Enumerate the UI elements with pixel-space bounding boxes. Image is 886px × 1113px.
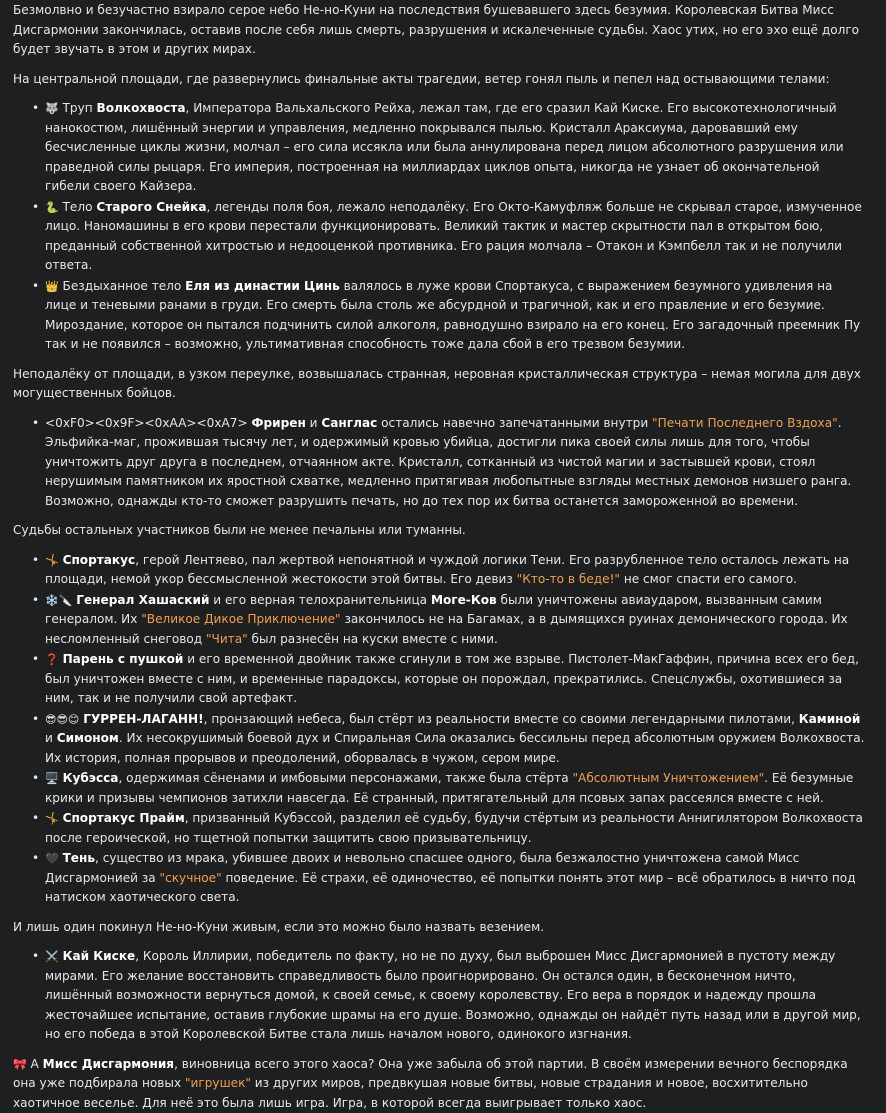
list-alley [13,414,866,512]
list-item-shadow: • 🖤 Тень, существо из мрака, убившее двоих и невольно спасшее одного, была безжалостно уничтожена самой Мисс Дисгармонией за "скучное" поведение. Её страхи, её одиночество, её попытки понять этот мир – всё обратилось в ничто под натиском хаотического света. [45,849,866,908]
list-item-frieren: • <0xF0><0x9F><0xAA><0xA7> Фрирен и Санглас остались навечно запечатанными внутри "Печати Последнего Вздоха". Эльфийка-маг, прожившая тысячу лет, и одержимый кровью убийца, достигли пика своей силы лишь для того, чтобы уничтожить друг друга в последнем, отчаянном акте. Кристалл, сотканный из чистой магии и застывшей крови, стоял нерушимым памятником их яростной схватке, медленно притягивая любопытные взгляды местных демонов низшего ранга. Возможно, однажды кто-то сможет разрушить печать, но до тех пор их битва останется замороженной во времени. [45,414,866,512]
name-miss-disharmony: Мисс Дисгармония [43,1057,174,1071]
quote-seal: "Печати Последнего Вздоха" [652,416,838,430]
list-item-ky-kiske: • ⚔️ Кай Киске, Король Иллирии, победитель по факту, но не по духу, был выброшен Мисс Дисгармонией в пустоту между мирами. Его желание восстановить справедливость было проигнорировано. Он остался один, в бесконечном ничто, лишённый возможности вернуться домой, к своей семье, к своему королевству. Его вера в порядок и надежду прошла жесточайшее испытание, оставив глубокие шрамы на его душе. Возможно, однажды он найдёт путь назад или в другой мир, но его победа в этой Королевской Битве стала лишь началом нового, одинокого изгнания. [45,947,866,1045]
list-item-general: • ❄️🔪 Генерал Хашаский и его верная телохранительница Моге-Ков были уничтожены авиаударом, вызванным самим генералом. Их "Великое Дикое Приключение" закончилось не на Багамах, а в дымящихся руинах демонического города. Их несломленный снеговод "Чита" был разнесён на куски вместе с ними. [45,591,866,650]
monitor-emoji-icon: 🖥️ [45,772,59,785]
crown-emoji-icon: 👑 [45,280,59,293]
name-shadow: Тень [63,851,95,865]
paragraph-fates: Судьбы остальных участников были не менее печальны или туманны. [13,521,866,541]
list-square [13,99,866,355]
quote-chita: "Чита" [206,632,248,646]
swords-emoji-icon: ⚔️ [45,950,59,963]
quote-toys: "игрушек" [185,1076,251,1090]
acrobat-emoji-icon: 🤸 [45,554,59,567]
name-sportacus-prime: Спортакус Прайм [63,811,185,825]
faces-emoji-icon: 😎😎😊 [45,713,79,726]
quote-adventure: "Великое Дикое Приключение" [141,612,340,626]
list-item-gun-guy: • ❓ Парень с пушкой и его временной двойник также сгинули в том же взрыве. Пистолет-МакГаффин, причина всех его бед, был уничтожен вместе с ним, и временные парадоксы, которые он порождал, прекратились. Спецслужбы, охотившиеся за ним, так и не получили свой артефакт. [45,650,866,709]
name-moge-kov: Моге-Ков [431,593,497,607]
list-survivor [13,947,866,1045]
black-heart-emoji-icon: 🖤 [45,852,59,865]
list-item-gurren: • 😎😎😊 ГУРРЕН-ЛАГАНН!, пронзающий небеса, был стёрт из реальности вместе со своими легендарными пилотами, Каминой и Симоном. Их несокрушимый боевой дух и Спиральная Сила оказались бессильны перед абсолютным оружием Волкохвоста. Их история, полная прорывов и преодолений, оборвалась в чужом, сером мире. [45,710,866,769]
snake-emoji-icon: 🐍 [45,201,59,214]
quote-annihilation: "Абсолютным Уничтожением" [572,771,764,785]
name-wolftail: Волкохвоста [97,101,186,115]
name-snake: Старого Снейка [96,200,206,214]
paragraph-survivor: И лишь один покинул Не-но-Куни живым, если это можно было назвать везением. [13,918,866,938]
name-sportacus: Спортакус [63,553,136,567]
paragraph-alley: Неподалёку от площади, в узком переулке, возвышалась странная, неровная кристаллическая структура – немая могила для двух могущественных бойцов. [13,365,866,404]
name-general: Генерал Хашаский [76,593,209,607]
name-kubessa: Кубэсса [63,771,119,785]
raw-byte-code: <0xF0><0x9F><0xAA><0xA7> [45,416,248,430]
list-item-qin: • 👑 Бездыханное тело Еля из династии Цинь валялось в луже крови Спортакуса, с выражением безумного удивления на лице и теневыми ранами в груди. Его смерть была столь же абсурдной и трагичной, как и его правление и его безумие. Мироздание, которое он пытался подчинить силой алкоголя, равнодушно взирало на его конец. Его загадочный преемник Пу так и не появился – возможно, ультимативная способность тоже дала сбой в его трезвом безумии. [45,277,866,355]
list-item-kubessa: • 🖥️ Кубэсса, одержимая сёненами и имбовыми персонажами, также была стёрта "Абсолютным Уничтожением". Её безумные крики и призывы чемпионов затихли навсегда. Её странный, притягательный для псовых запах рассеялся вместе с ней. [45,769,866,808]
name-gurren: ГУРРЕН-ЛАГАНН! [83,712,203,726]
ribbon-emoji-icon: 🎀 [13,1058,27,1071]
list-item-sportacus: • 🤸 Спортакус, герой Лентяево, пал жертвой непонятной и чуждой логики Тени. Его разрубленное тело осталось лежать на площади, немой укор бессмысленной жестокости этой битвы. Его девиз "Кто-то в беде!" не смог спасти его самого. [45,551,866,590]
name-ky-kiske: Кай Киске [63,949,136,963]
snowflake-knife-emoji-icon: ❄️🔪 [45,594,72,607]
story-document [0,1,866,1113]
acrobat-emoji-icon: 🤸 [45,812,59,825]
name-gun-guy: Парень с пушкой [63,652,184,666]
paragraph-final: 🎀 А Мисс Дисгармония, виновница всего этого хаоса? Она уже забыла об этой партии. В своём измерении вечного беспорядка она уже подбирала новых "игрушек" из других миров, предвкушая новые битвы, новые страдания и новое, восхитительно хаотичное веселье. Для неё это была лишь игра. Игра, в которой всегда выигрывает только хаос. [13,1055,866,1113]
paragraph-square: На центральной площади, где развернулись финальные акты трагедии, ветер гонял пыль и пепел над остывающими телами: [13,70,866,90]
list-item-wolftail: • 🐺 Труп Волкохвоста, Императора Вальхальского Рейха, лежал там, где его сразил Кай Киске. Его высокотехнологичный нанокостюм, лишённый энергии и управления, медленно покрывался пылью. Кристалл Араксиума, даровавший ему бесчисленные циклы жизни, молчал – его сила иссякла или была аннулирована перед лицом абсолютного разрушения или праведной силы рыцаря. Его империя, построенная на миллиардах циклов опыта, никогда не узнает об окончательной гибели своего Кайзера. [45,99,866,197]
name-qin: Еля из династии Цинь [185,279,340,293]
list-item-snake: • 🐍 Тело Старого Снейка, легенды поля боя, лежало неподалёку. Его Окто-Камуфляж больше не скрывал старое, измученное лицо. Наномашины в его крови перестали функционировать. Великий тактик и мастер скрытности пал в открытом бою, преданный собственной хитростью и недооценкой противника. Его рация молчала – Отакон и Кэмпбелл так и не получили ответа. [45,198,866,276]
question-emoji-icon: ❓ [45,653,59,666]
name-kamina: Каминой [799,712,861,726]
quote-motto: "Кто-то в беде!" [517,572,620,586]
name-frieren: Фрирен [251,416,305,430]
wolf-emoji-icon: 🐺 [45,102,59,115]
quote-boring: "скучное" [160,871,222,885]
list-item-sportacus-prime: • 🤸 Спортакус Прайм, призванный Кубэссой, разделил её судьбу, будучи стёртым из реальности Аннигилятором Волкохвоста после героической, но тщетной попытки защитить свою призывательницу. [45,809,866,848]
list-fates [13,551,866,908]
name-sanglas: Санглас [321,416,377,430]
name-simon: Симоном [57,731,119,745]
paragraph-intro: Безмолвно и безучастно взирало серое небо Не-но-Куни на последствия бушевавшего здесь безумия. Королевская Битва Мисс Дисгармонии закончилась, оставив после себя лишь смерть, разрушения и искалеченные судьбы. Хаос утих, но его эхо ещё долго будет звучать в этом и других мирах. [13,1,866,60]
